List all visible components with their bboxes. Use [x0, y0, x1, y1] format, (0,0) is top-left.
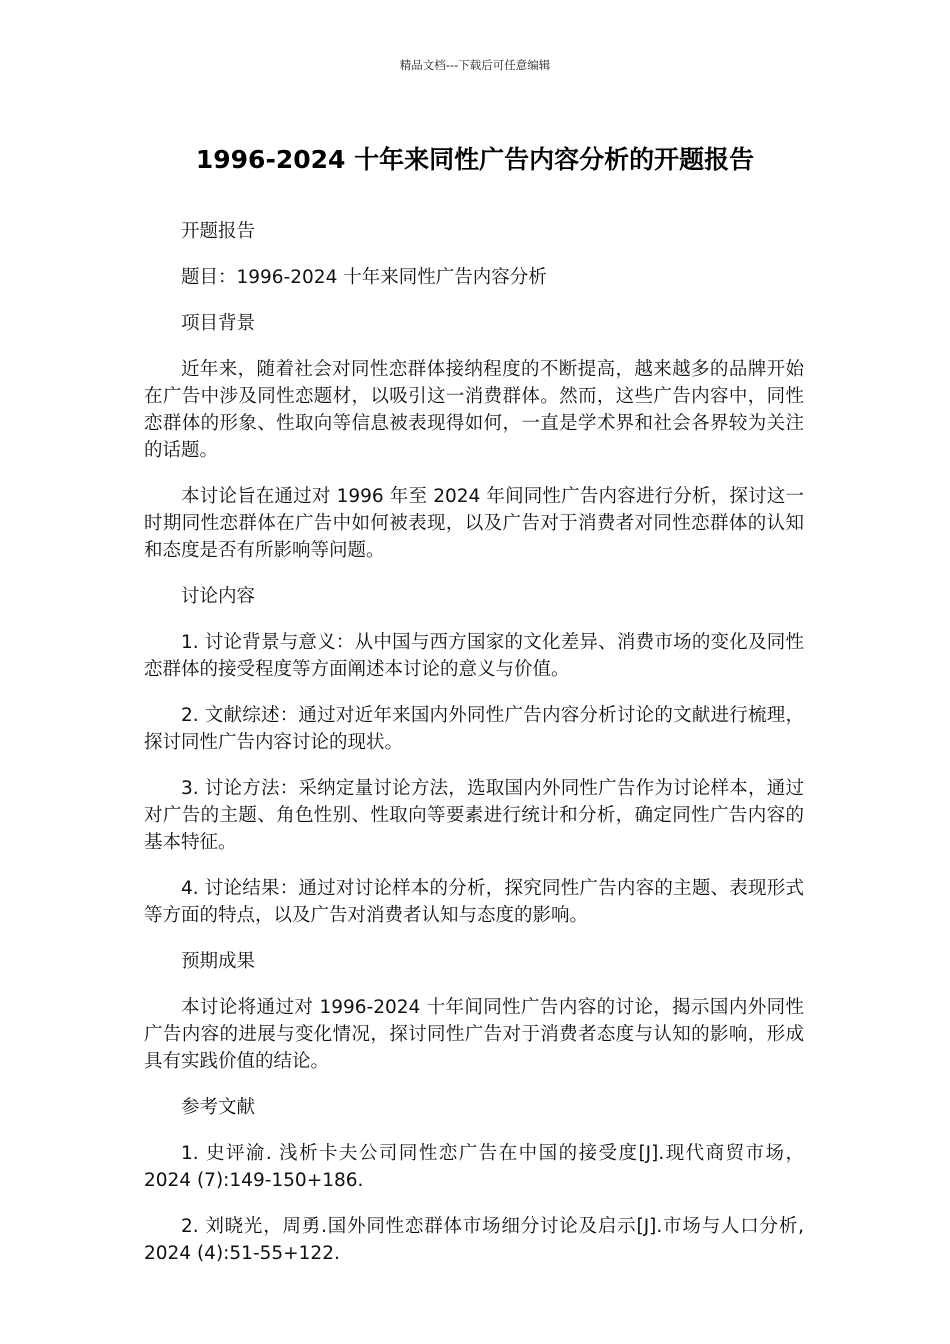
outcome-paragraph: 本讨论将通过对 1996-2024 十年间同性广告内容的讨论，揭示国内外同性广告内容的进展与变化情况，探讨同性广告对于消费者态度与认知的影响，形成具有实践价值的结论。 [144, 997, 804, 1072]
report-label: 开题报告 [181, 221, 256, 242]
content-item: 1. 讨论背景与意义：从中国与西方国家的文化差异、消费市场的变化及同性恋群体的接受程度等方面阐述本讨论的意义与价值。 [144, 632, 804, 680]
content-heading: 讨论内容 [181, 586, 256, 607]
outcome-heading: 预期成果 [181, 951, 256, 972]
background-heading: 项目背景 [181, 313, 256, 334]
background-paragraph-2: 本讨论旨在通过对 1996 年至 2024 年间同性广告内容进行分析，探讨这一时期同性恋群体在广告中如何被表现，以及广告对于消费者对同性恋群体的认知和态度是否有所影响等问题。 [144, 486, 804, 561]
content-item: 3. 讨论方法：采纳定量讨论方法，选取国内外同性广告作为讨论样本，通过对广告的主题、角色性别、性取向等要素进行统计和分析，确定同性广告内容的基本特征。 [144, 778, 804, 853]
reference-item: 2. 刘晓光，周勇.国外同性恋群体市场细分讨论及启示[J].市场与人口分析, 2024 (4):51-55+122. [144, 1216, 804, 1264]
references-heading: 参考文献 [181, 1097, 256, 1118]
topic-line: 题目：1996-2024 十年来同性广告内容分析 [181, 267, 547, 288]
background-paragraph-1: 近年来，随着社会对同性恋群体接纳程度的不断提高，越来越多的品牌开始在广告中涉及同性恋题材，以吸引这一消费群体。然而，这些广告内容中，同性恋群体的形象、性取向等信息被表现得如何，一直是学术界和社会各界较为关注的话题。 [144, 359, 804, 461]
document-title: 1996-2024 十年来同性广告内容分析的开题报告 [195, 145, 755, 174]
document-body [144, 218, 804, 1286]
reference-item: 1. 史评渝. 浅析卡夫公司同性恋广告在中国的接受度[J].现代商贸市场，2024 (7):149-150+186. [144, 1143, 804, 1191]
content-item: 2. 文献综述：通过对近年来国内外同性广告内容分析讨论的文献进行梳理，探讨同性广告内容讨论的现状。 [144, 705, 804, 753]
content-item: 4. 讨论结果：通过对讨论样本的分析，探究同性广告内容的主题、表现形式等方面的特点，以及广告对消费者认知与态度的影响。 [144, 878, 804, 926]
header-note: 精品文档---下载后可任意编辑 [399, 58, 551, 72]
